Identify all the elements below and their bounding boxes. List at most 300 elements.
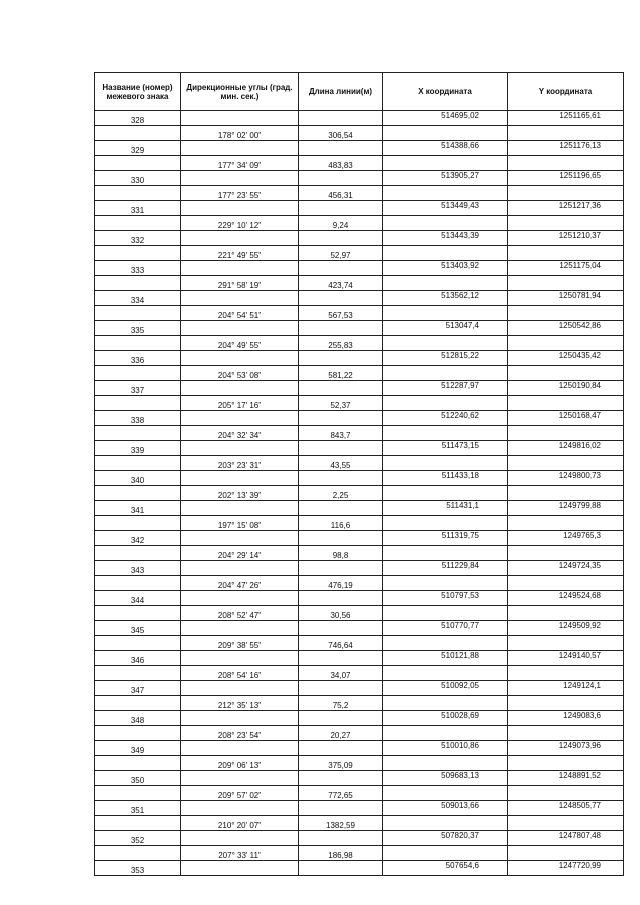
direction-angle: 177° 34' 09" xyxy=(181,156,299,171)
header-x: X координата xyxy=(383,73,508,111)
table-row-segment xyxy=(95,486,624,501)
empty-cell xyxy=(508,726,624,741)
table-row-point xyxy=(95,291,624,306)
point-name: 342 xyxy=(95,531,181,546)
empty-cell xyxy=(181,651,299,666)
empty-cell xyxy=(95,216,181,231)
empty-cell xyxy=(508,696,624,711)
y-coordinate: 1249724,35 xyxy=(508,561,624,576)
table-row-point xyxy=(95,171,624,186)
empty-cell xyxy=(508,216,624,231)
table-row-point xyxy=(95,561,624,576)
table-row-point xyxy=(95,651,624,666)
table-row-segment xyxy=(95,816,624,831)
empty-cell xyxy=(181,321,299,336)
point-name: 335 xyxy=(95,321,181,336)
table-row-segment xyxy=(95,666,624,681)
empty-cell xyxy=(95,606,181,621)
empty-cell xyxy=(299,261,383,276)
table-row-segment xyxy=(95,126,624,141)
direction-angle: 205° 17' 16" xyxy=(181,396,299,411)
table-row-segment xyxy=(95,546,624,561)
empty-cell xyxy=(299,321,383,336)
direction-angle: 209° 38' 55" xyxy=(181,636,299,651)
line-length: 34,07 xyxy=(299,666,383,681)
empty-cell xyxy=(95,366,181,381)
table-row-segment xyxy=(95,276,624,291)
x-coordinate: 514388,66 xyxy=(383,141,508,156)
empty-cell xyxy=(95,666,181,681)
line-length: 186,98 xyxy=(299,846,383,861)
empty-cell xyxy=(95,636,181,651)
point-name: 349 xyxy=(95,741,181,756)
y-coordinate: 1250435,42 xyxy=(508,351,624,366)
x-coordinate: 512240,62 xyxy=(383,411,508,426)
empty-cell xyxy=(383,366,508,381)
x-coordinate: 511229,84 xyxy=(383,561,508,576)
empty-cell xyxy=(383,216,508,231)
empty-cell xyxy=(383,456,508,471)
empty-cell xyxy=(299,801,383,816)
point-name: 334 xyxy=(95,291,181,306)
point-name: 337 xyxy=(95,381,181,396)
line-length: 772,65 xyxy=(299,786,383,801)
empty-cell xyxy=(95,156,181,171)
line-length: 20,27 xyxy=(299,726,383,741)
table-header-row xyxy=(95,73,624,111)
empty-cell xyxy=(383,426,508,441)
point-name: 332 xyxy=(95,231,181,246)
empty-cell xyxy=(181,561,299,576)
line-length: 2,25 xyxy=(299,486,383,501)
table-row-segment xyxy=(95,426,624,441)
empty-cell xyxy=(383,846,508,861)
x-coordinate: 511431,1 xyxy=(383,501,508,516)
line-length: 375,09 xyxy=(299,756,383,771)
table-row-segment xyxy=(95,636,624,651)
empty-cell xyxy=(95,576,181,591)
x-coordinate: 510010,86 xyxy=(383,741,508,756)
table-row-point xyxy=(95,771,624,786)
direction-angle: 178° 02' 00" xyxy=(181,126,299,141)
empty-cell xyxy=(181,831,299,846)
empty-cell xyxy=(508,306,624,321)
line-length: 746,64 xyxy=(299,636,383,651)
empty-cell xyxy=(181,501,299,516)
empty-cell xyxy=(181,231,299,246)
table-row-segment xyxy=(95,156,624,171)
empty-cell xyxy=(181,801,299,816)
empty-cell xyxy=(299,231,383,246)
table-row-point xyxy=(95,711,624,726)
empty-cell xyxy=(181,351,299,366)
table-row-segment xyxy=(95,786,624,801)
table-row-point xyxy=(95,591,624,606)
table-row-segment xyxy=(95,846,624,861)
empty-cell xyxy=(95,186,181,201)
empty-cell xyxy=(299,861,383,876)
empty-cell xyxy=(383,696,508,711)
empty-cell xyxy=(383,306,508,321)
empty-cell xyxy=(181,531,299,546)
empty-cell xyxy=(299,501,383,516)
empty-cell xyxy=(508,426,624,441)
empty-cell xyxy=(181,171,299,186)
empty-cell xyxy=(508,606,624,621)
table-row-point xyxy=(95,411,624,426)
y-coordinate: 1247720,99 xyxy=(508,861,624,876)
empty-cell xyxy=(181,861,299,876)
table-row-segment xyxy=(95,726,624,741)
point-name: 339 xyxy=(95,441,181,456)
empty-cell xyxy=(181,771,299,786)
table-row-point xyxy=(95,861,624,876)
empty-cell xyxy=(181,741,299,756)
table-row-segment xyxy=(95,606,624,621)
table-row-segment xyxy=(95,336,624,351)
line-length: 9,24 xyxy=(299,216,383,231)
x-coordinate: 513047,4 xyxy=(383,321,508,336)
y-coordinate: 1251196,65 xyxy=(508,171,624,186)
line-length: 98,8 xyxy=(299,546,383,561)
line-length: 567,53 xyxy=(299,306,383,321)
direction-angle: 291° 58' 19" xyxy=(181,276,299,291)
y-coordinate: 1250190,84 xyxy=(508,381,624,396)
y-coordinate: 1251165,61 xyxy=(508,111,624,126)
table-row-segment xyxy=(95,306,624,321)
empty-cell xyxy=(95,276,181,291)
x-coordinate: 512287,97 xyxy=(383,381,508,396)
line-length: 30,56 xyxy=(299,606,383,621)
line-length: 306,54 xyxy=(299,126,383,141)
empty-cell xyxy=(95,336,181,351)
line-length: 52,37 xyxy=(299,396,383,411)
table-row-point xyxy=(95,471,624,486)
line-length: 476,19 xyxy=(299,576,383,591)
line-length: 483,83 xyxy=(299,156,383,171)
empty-cell xyxy=(508,336,624,351)
empty-cell xyxy=(181,621,299,636)
empty-cell xyxy=(181,471,299,486)
line-length: 456,31 xyxy=(299,186,383,201)
point-name: 346 xyxy=(95,651,181,666)
header-angle: Дирекционные углы (град. мин. сек.) xyxy=(181,73,299,111)
empty-cell xyxy=(299,561,383,576)
table-row-point xyxy=(95,201,624,216)
line-length: 75,2 xyxy=(299,696,383,711)
point-name: 336 xyxy=(95,351,181,366)
point-name: 343 xyxy=(95,561,181,576)
empty-cell xyxy=(299,411,383,426)
point-name: 341 xyxy=(95,501,181,516)
empty-cell xyxy=(95,486,181,501)
y-coordinate: 1251217,36 xyxy=(508,201,624,216)
empty-cell xyxy=(508,396,624,411)
point-name: 352 xyxy=(95,831,181,846)
direction-angle: 209° 06' 13" xyxy=(181,756,299,771)
direction-angle: 204° 29' 14" xyxy=(181,546,299,561)
table-row-point xyxy=(95,231,624,246)
empty-cell xyxy=(181,141,299,156)
table-row-point xyxy=(95,831,624,846)
x-coordinate: 509013,66 xyxy=(383,801,508,816)
point-name: 353 xyxy=(95,861,181,876)
empty-cell xyxy=(508,156,624,171)
x-coordinate: 514695,02 xyxy=(383,111,508,126)
direction-angle: 229° 10' 12" xyxy=(181,216,299,231)
empty-cell xyxy=(383,576,508,591)
empty-cell xyxy=(383,336,508,351)
table-row-point xyxy=(95,801,624,816)
table-row-point xyxy=(95,321,624,336)
direction-angle: 212° 35' 13" xyxy=(181,696,299,711)
table-row-point xyxy=(95,141,624,156)
empty-cell xyxy=(383,726,508,741)
empty-cell xyxy=(508,816,624,831)
empty-cell xyxy=(95,816,181,831)
empty-cell xyxy=(383,126,508,141)
empty-cell xyxy=(508,636,624,651)
y-coordinate: 1249124,1 xyxy=(508,681,624,696)
direction-angle: 204° 54' 51" xyxy=(181,306,299,321)
y-coordinate: 1249800,73 xyxy=(508,471,624,486)
empty-cell xyxy=(95,126,181,141)
empty-cell xyxy=(383,636,508,651)
y-coordinate: 1250168,47 xyxy=(508,411,624,426)
line-length: 255,83 xyxy=(299,336,383,351)
empty-cell xyxy=(181,591,299,606)
empty-cell xyxy=(508,756,624,771)
y-coordinate: 1251176,13 xyxy=(508,141,624,156)
survey-document xyxy=(94,72,623,875)
direction-angle: 204° 47' 26" xyxy=(181,576,299,591)
x-coordinate: 507820,37 xyxy=(383,831,508,846)
y-coordinate: 1249073,96 xyxy=(508,741,624,756)
direction-angle: 203° 23' 31" xyxy=(181,456,299,471)
empty-cell xyxy=(383,276,508,291)
empty-cell xyxy=(508,276,624,291)
empty-cell xyxy=(383,786,508,801)
empty-cell xyxy=(181,261,299,276)
empty-cell xyxy=(95,396,181,411)
empty-cell xyxy=(299,591,383,606)
x-coordinate: 510797,53 xyxy=(383,591,508,606)
empty-cell xyxy=(95,726,181,741)
y-coordinate: 1248505,77 xyxy=(508,801,624,816)
empty-cell xyxy=(95,246,181,261)
y-coordinate: 1249140,57 xyxy=(508,651,624,666)
point-name: 338 xyxy=(95,411,181,426)
line-length: 581,22 xyxy=(299,366,383,381)
y-coordinate: 1251210,37 xyxy=(508,231,624,246)
direction-angle: 207° 33' 11" xyxy=(181,846,299,861)
x-coordinate: 513403,92 xyxy=(383,261,508,276)
empty-cell xyxy=(383,246,508,261)
empty-cell xyxy=(508,366,624,381)
empty-cell xyxy=(383,486,508,501)
x-coordinate: 511319,75 xyxy=(383,531,508,546)
y-coordinate: 1247807,48 xyxy=(508,831,624,846)
table-row-segment xyxy=(95,186,624,201)
empty-cell xyxy=(95,696,181,711)
table-row-segment xyxy=(95,456,624,471)
table-row-segment xyxy=(95,216,624,231)
y-coordinate: 1249816,02 xyxy=(508,441,624,456)
header-name: Название (номер) межевого знака xyxy=(95,73,181,111)
line-length: 52,97 xyxy=(299,246,383,261)
y-coordinate: 1249509,92 xyxy=(508,621,624,636)
x-coordinate: 510092,05 xyxy=(383,681,508,696)
x-coordinate: 510121,88 xyxy=(383,651,508,666)
empty-cell xyxy=(181,381,299,396)
empty-cell xyxy=(508,786,624,801)
point-name: 330 xyxy=(95,171,181,186)
empty-cell xyxy=(95,756,181,771)
y-coordinate: 1250781,94 xyxy=(508,291,624,306)
point-name: 351 xyxy=(95,801,181,816)
empty-cell xyxy=(299,471,383,486)
table-row-segment xyxy=(95,396,624,411)
y-coordinate: 1249799,88 xyxy=(508,501,624,516)
empty-cell xyxy=(383,816,508,831)
table-row-segment xyxy=(95,576,624,591)
point-name: 333 xyxy=(95,261,181,276)
empty-cell xyxy=(299,531,383,546)
y-coordinate: 1249083,6 xyxy=(508,711,624,726)
table-row-segment xyxy=(95,366,624,381)
table-row-segment xyxy=(95,246,624,261)
empty-cell xyxy=(95,516,181,531)
y-coordinate: 1250542,86 xyxy=(508,321,624,336)
direction-angle: 204° 32' 34" xyxy=(181,426,299,441)
empty-cell xyxy=(508,666,624,681)
y-coordinate: 1248891,52 xyxy=(508,771,624,786)
table-row-segment xyxy=(95,756,624,771)
point-name: 345 xyxy=(95,621,181,636)
line-length: 1382,59 xyxy=(299,816,383,831)
direction-angle: 204° 49' 55" xyxy=(181,336,299,351)
empty-cell xyxy=(508,486,624,501)
table-row-point xyxy=(95,381,624,396)
empty-cell xyxy=(95,546,181,561)
direction-angle: 202° 13' 39" xyxy=(181,486,299,501)
x-coordinate: 510028,69 xyxy=(383,711,508,726)
empty-cell xyxy=(95,306,181,321)
direction-angle: 204° 53' 08" xyxy=(181,366,299,381)
table-row-point xyxy=(95,621,624,636)
point-name: 347 xyxy=(95,681,181,696)
empty-cell xyxy=(299,201,383,216)
empty-cell xyxy=(181,111,299,126)
direction-angle: 208° 52' 47" xyxy=(181,606,299,621)
x-coordinate: 507654,6 xyxy=(383,861,508,876)
empty-cell xyxy=(299,681,383,696)
empty-cell xyxy=(299,831,383,846)
empty-cell xyxy=(508,846,624,861)
direction-angle: 221° 49' 55" xyxy=(181,246,299,261)
line-length: 843,7 xyxy=(299,426,383,441)
empty-cell xyxy=(181,201,299,216)
empty-cell xyxy=(508,546,624,561)
empty-cell xyxy=(299,111,383,126)
x-coordinate: 511473,15 xyxy=(383,441,508,456)
table-row-point xyxy=(95,441,624,456)
empty-cell xyxy=(383,516,508,531)
empty-cell xyxy=(299,351,383,366)
empty-cell xyxy=(508,456,624,471)
table-row-point xyxy=(95,501,624,516)
empty-cell xyxy=(299,291,383,306)
x-coordinate: 509683,13 xyxy=(383,771,508,786)
header-length: Длина линии(м) xyxy=(299,73,383,111)
coordinates-table xyxy=(94,72,624,876)
empty-cell xyxy=(299,441,383,456)
empty-cell xyxy=(383,756,508,771)
empty-cell xyxy=(383,156,508,171)
empty-cell xyxy=(383,666,508,681)
empty-cell xyxy=(508,576,624,591)
direction-angle: 197° 15' 08" xyxy=(181,516,299,531)
empty-cell xyxy=(181,411,299,426)
x-coordinate: 513449,43 xyxy=(383,201,508,216)
empty-cell xyxy=(383,186,508,201)
empty-cell xyxy=(181,441,299,456)
x-coordinate: 511433,18 xyxy=(383,471,508,486)
x-coordinate: 513905,27 xyxy=(383,171,508,186)
y-coordinate: 1251175,04 xyxy=(508,261,624,276)
table-row-point xyxy=(95,741,624,756)
table-row-point xyxy=(95,531,624,546)
direction-angle: 208° 23' 54" xyxy=(181,726,299,741)
empty-cell xyxy=(299,651,383,666)
point-name: 329 xyxy=(95,141,181,156)
empty-cell xyxy=(299,711,383,726)
point-name: 340 xyxy=(95,471,181,486)
point-name: 350 xyxy=(95,771,181,786)
empty-cell xyxy=(299,621,383,636)
empty-cell xyxy=(95,456,181,471)
y-coordinate: 1249765,3 xyxy=(508,531,624,546)
empty-cell xyxy=(299,381,383,396)
empty-cell xyxy=(95,786,181,801)
empty-cell xyxy=(299,771,383,786)
x-coordinate: 510770,77 xyxy=(383,621,508,636)
table-row-point xyxy=(95,681,624,696)
empty-cell xyxy=(383,546,508,561)
empty-cell xyxy=(95,846,181,861)
point-name: 348 xyxy=(95,711,181,726)
y-coordinate: 1249524,68 xyxy=(508,591,624,606)
empty-cell xyxy=(95,426,181,441)
empty-cell xyxy=(508,246,624,261)
header-y: Y координата xyxy=(508,73,624,111)
empty-cell xyxy=(508,516,624,531)
table-row-point xyxy=(95,351,624,366)
point-name: 344 xyxy=(95,591,181,606)
direction-angle: 210° 20' 07" xyxy=(181,816,299,831)
point-name: 328 xyxy=(95,111,181,126)
x-coordinate: 513443,39 xyxy=(383,231,508,246)
point-name: 331 xyxy=(95,201,181,216)
direction-angle: 209° 57' 02" xyxy=(181,786,299,801)
empty-cell xyxy=(181,711,299,726)
empty-cell xyxy=(508,186,624,201)
empty-cell xyxy=(299,171,383,186)
empty-cell xyxy=(181,681,299,696)
table-row-segment xyxy=(95,696,624,711)
x-coordinate: 512815,22 xyxy=(383,351,508,366)
empty-cell xyxy=(299,741,383,756)
